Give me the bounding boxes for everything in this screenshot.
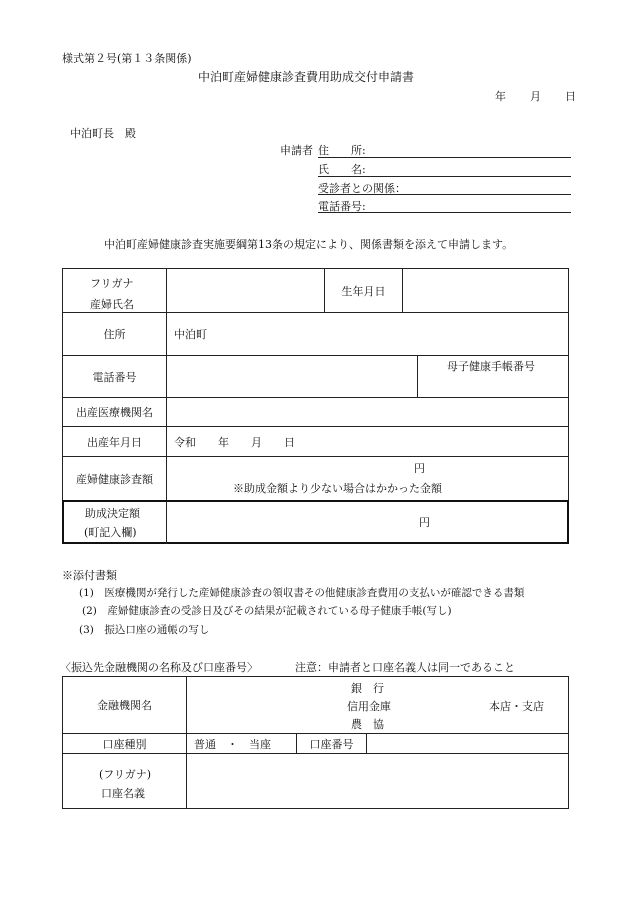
form-title: 中泊町産婦健康診査費用助成交付申請書 <box>198 70 415 84</box>
applicant-label: 申請者 <box>280 144 313 157</box>
checkup-amount-note: ※助成金額より少ない場合はかかった金額 <box>233 482 442 495</box>
date-day-label: 日 <box>565 90 576 103</box>
mother-name-label: 産婦氏名 <box>90 298 134 311</box>
account-number-field[interactable] <box>367 734 568 753</box>
attachment-item: (2) 産婦健康診査の受診日及びその結果が記載されている母子健康手帳(写し) <box>82 605 452 617</box>
delivery-date-field[interactable]: 令和 年 月 日 <box>174 435 295 449</box>
date-month-label: 月 <box>530 90 541 103</box>
hospital-field[interactable] <box>167 398 568 426</box>
bank-notice: 注意：申請者と口座名義人は同一であること <box>295 661 515 674</box>
date-year-label: 年 <box>495 90 506 103</box>
applicant-address-line[interactable] <box>318 157 571 158</box>
decided-amount-label: 助成決定額 <box>85 507 140 520</box>
furigana-label: フリガナ <box>90 277 134 290</box>
checkup-amount-label: 産婦健康診査額 <box>76 473 153 486</box>
branch-option[interactable]: 本店・支店 <box>489 700 544 713</box>
mother-name-field[interactable] <box>167 269 324 312</box>
applicant-phone-label: 電話番号: <box>318 200 366 213</box>
addressee: 中泊町長 殿 <box>70 127 136 140</box>
account-holder-label: 口座名義 <box>101 787 145 800</box>
birthdate-label: 生年月日 <box>341 284 386 298</box>
holder-furigana-label: (フリガナ) <box>99 768 152 781</box>
statement-text: 中泊町産婦健康診査実施要綱第13条の規定により、関係書類を添えて申請します。 <box>104 238 514 251</box>
bank-heading: 〈振込先金融機関の名称及び口座番号〉 <box>60 661 258 674</box>
applicant-name-line[interactable] <box>318 176 571 177</box>
account-type-label: 口座種別 <box>102 737 147 751</box>
checkup-amount-yen: 円 <box>414 462 425 475</box>
applicant-relation-line[interactable] <box>318 194 571 195</box>
decided-amount-yen: 円 <box>419 516 430 529</box>
applicant-name-label: 氏 名: <box>318 163 366 176</box>
handbook-number-field[interactable] <box>418 372 568 396</box>
institution-bank-option[interactable]: 銀 行 <box>351 682 384 695</box>
delivery-date-label: 出産年月日 <box>87 435 142 449</box>
hospital-label: 出産医療機関名 <box>76 406 153 419</box>
phone-label: 電話番号 <box>92 370 137 384</box>
phone-field[interactable] <box>167 356 417 397</box>
birthdate-field[interactable] <box>403 269 568 312</box>
applicant-phone-line[interactable] <box>318 212 571 213</box>
address-field[interactable]: 中泊町 <box>174 328 207 341</box>
account-number-label: 口座番号 <box>309 737 354 751</box>
attachment-item: (1) 医療機関が発行した産婦健康診査の領収書その他健康診査費用の支払いが確認できる書類 <box>79 587 525 599</box>
address-label: 住所 <box>103 328 126 341</box>
applicant-address-label: 住 所: <box>318 144 366 157</box>
handbook-number-label: 母子健康手帳番号 <box>447 360 535 373</box>
institution-label: 金融機関名 <box>97 699 152 712</box>
decided-amount-sublabel: (町記入欄) <box>84 526 137 539</box>
form-number: 様式第２号(第１３条関係) <box>62 52 192 65</box>
account-type-field[interactable]: 普通 ・ 当座 <box>194 737 271 751</box>
institution-nokyo-option[interactable]: 農 協 <box>351 718 384 731</box>
account-holder-field[interactable] <box>187 754 568 809</box>
attachments-heading: ※添付書類 <box>62 569 117 582</box>
attachment-item: (3) 振込口座の通帳の写し <box>79 624 210 636</box>
applicant-relation-label: 受診者との関係： <box>318 182 406 195</box>
institution-shinkin-option[interactable]: 信用金庫 <box>347 700 391 713</box>
